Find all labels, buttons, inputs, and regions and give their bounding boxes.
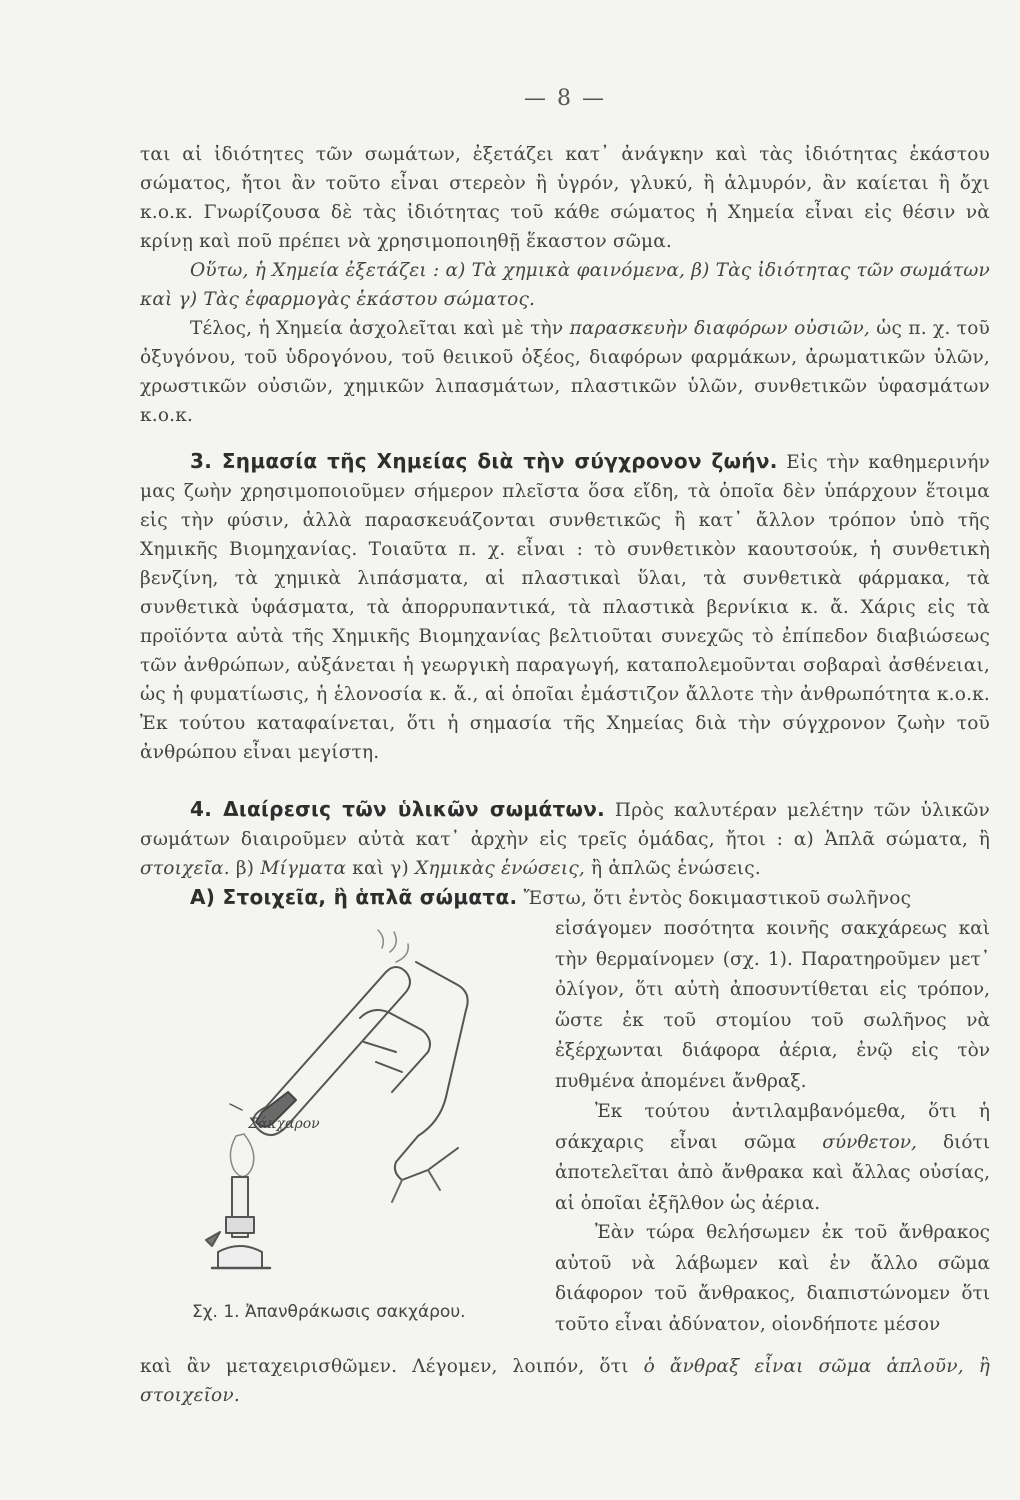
section-4-text-a: Πρὸς καλυτέραν μελέτην τῶν ὑλικῶν σωμάτων διαιροῦμεν αὐτὰ κατ᾽ ἀρχὴν εἰς τρεῖς ὁμάδας, ἤτοι : α) Ἁπλᾶ σώματα, ἢ (140, 800, 991, 850)
section-a-heading: Α) Στοιχεῖα, ἢ ἁπλᾶ σώματα. (190, 885, 518, 909)
section-4-text-c: καὶ γ) (346, 858, 416, 879)
section-a-paragraph-2 (555, 1097, 990, 1219)
preparation-rest: ὡς π. χ. τοῦ ὀξυγόνου, τοῦ ὑδρογόνου, τοῦ θειικοῦ ὀξέος, διαφόρων φαρμάκων, ἀρωματικῶν ὑλῶν, χρωστικῶν οὐσιῶν, χημικῶν λιπασμάτων, πλαστικῶν ὑλῶν, συνθετικῶν ὑφασμάτων κ.ο.κ. (140, 318, 990, 426)
section-4-heading: 4. Διαίρεσις τῶν ὑλικῶν σωμάτων. (190, 797, 606, 821)
page-number: — 8 — (524, 86, 606, 111)
section-a-p2-italic: σύνθετον, (822, 1131, 917, 1153)
figure-test-tube-illustration (196, 922, 546, 1292)
section-a-paragraph-3: Ἐὰν τώρα θελήσωμεν ἐκ τοῦ ἄνθρακος αὐτοῦ νὰ λάβωμεν καὶ ἐν ἄλλο σῶμα διάφορον τοῦ ἄνθρακος, διαπιστώνομεν ὅτι τοῦτο εἶναι ἀδύνατον, οἱονδήποτε μέσον (555, 1222, 990, 1335)
section-3 (140, 447, 990, 767)
section-a-column-text: εἰσάγομεν ποσότητα κοινῆς σακχάρεως καὶ τὴν θερμαίνομεν (σχ. 1). Παρατηροῦμεν μετ᾽ ὀλίγον, ὅτι αὐτὴ ἀποσυντίθεται εἰς τρόπον, ὥστε ἐκ τοῦ στομίου τοῦ σωλῆνος νὰ ἐξέρχωνται διάφορα ἀέρια, ἐνῷ εἰς τὸν πυθμένα ἀπομένει ἄνθραξ. (555, 918, 990, 1092)
section-3-heading: 3. Σημασία τῆς Χημείας διὰ τὴν σύγχρονον ζωήν. (190, 449, 778, 473)
section-3-text: Εἰς τὴν καθημερινήν μας ζωὴν χρησιμοποιοῦμεν σήμερον πλεῖστα ὅσα εἴδη, τὰ ὁποῖα δὲν ὑπάρχουν ἕτοιμα εἰς τὴν φύσιν, ἀλλὰ παρασκευάζονται συνθετικῶς ἢ κατ᾽ ἄλλον τρόπον ὑπὸ τῆς Χημικῆς Βιομηχανίας. Τοιαῦτα π. χ. εἶναι : τὸ συνθετικὸν καουτσούκ, ἡ συνθετικὴ βενζίνη, τὰ χημικὰ λιπάσματα, αἱ πλαστικαὶ ὕλαι, τὰ συνθετικὰ φάρμακα, τὰ συνθετικὰ ὑφάσματα, τὰ ἀπορρυπαντικά, τὰ πλαστικὰ βερνίκια κ. ἄ. Χάρις εἰς τὰ προϊόντα αὐτὰ τῆς Χημικῆς Βιομηχανίας βελτιοῦται συνεχῶς τὸ ἐπίπεδον διαβιώσεως τῶν ἀνθρώπων, αὐξάνεται ἡ γεωργικὴ παραγωγή, καταπολεμοῦνται σοβαραὶ ἀσθένειαι, ὡς ἡ φυματίωσις, ἡ ἑλονοσία κ. ἄ., αἱ ὁποῖαι ἐμάστιζον ἄλλοτε τὴν ἀνθρωπότητα κ.ο.κ. Ἐκ τούτου καταφαίνεται, ὅτι ἡ σημασία τῆς Χημείας διὰ τὴν σύγχρονον ζωὴν τοῦ ἀνθρώπου εἶναι μεγίστη. (140, 452, 990, 763)
section-4-text-d: ἢ ἁπλῶς ἑνώσεις. (584, 858, 761, 879)
section-4-italic-a: στοιχεῖα. (140, 858, 230, 879)
section-a-first-line (140, 883, 990, 913)
figure-label: Σάκχαρον (248, 1116, 320, 1132)
flame-icon (230, 1134, 253, 1177)
figure-caption: Σχ. 1. Ἀπανθράκωσις σακχάρου. (192, 1302, 466, 1322)
preparation-start: Τέλος, ἡ Χημεία ἀσχολεῖται καὶ μὲ τὴν (190, 318, 570, 339)
section-a-p2-b: διότι ἀποτελεῖται ἀπὸ ἄνθρακα καὶ ἄλλας οὐσίας, αἱ ὁποῖαι ἐξῆλθον ὡς ἀέρια. (555, 1131, 990, 1214)
section-a-first-text: Ἔστω, ὅτι ἐντὸς δοκιμαστικοῦ σωλῆνος (517, 888, 912, 909)
scope-text: Οὕτω, ἡ Χημεία ἐξετάζει : α) Τὰ χημικὰ φαινόμενα, β) Τὰς ἰδιότητας τῶν σωμάτων καὶ γ) Τὰς ἐφαρμογὰς ἑκάστου σώματος. (140, 260, 990, 310)
section-a-p2-a: Ἐκ τούτου ἀντιλαμβανόμεθα, ὅτι ἡ σάκχαρις εἶναι σῶμα (555, 1101, 990, 1153)
preparation-italic: παρασκευὴν διαφόρων οὐσιῶν, (569, 318, 870, 339)
section-4 (140, 795, 990, 883)
paragraph-chemistry-scope (140, 256, 990, 314)
section-4-italic-b: Μίγματα (260, 858, 347, 879)
section-a-final-italic: ὁ ἄνθραξ εἶναι σῶμα ἁπλοῦν, ἢ στοιχεῖον. (140, 1356, 990, 1406)
bunsen-burner-icon (206, 1177, 270, 1268)
section-a-final-a: καὶ ἂν μεταχειρισθῶμεν. Λέγομεν, λοιπόν, ὅτι (140, 1356, 644, 1377)
section-a-final (140, 1352, 990, 1410)
paragraph-properties: ται αἱ ἰδιότητες τῶν σωμάτων, ἐξετάζει κατ᾽ ἀνάγκην καὶ τὰς ἰδιότητας ἑκάστου σώματος, ἤτοι ἂν τοῦτο εἶναι στερεὸν ἢ ὑγρόν, γλυκύ, ἢ ἁλμυρόν, ἂν καίεται ἢ ὄχι κ.ο.κ. Γνωρίζουσα δὲ τὰς ἰδιότητας τοῦ κάθε σώματος ἡ Χημεία εἶναι εἰς θέσιν νὰ κρίνῃ καὶ ποῦ πρέπει νὰ χρησιμοποιηθῇ ἕκαστον σῶμα. (140, 144, 990, 252)
section-4-italic-c: Χημικὰς ἑνώσεις, (415, 858, 585, 879)
section-4-text-b: β) (229, 858, 261, 879)
paragraph-preparation (140, 314, 990, 430)
